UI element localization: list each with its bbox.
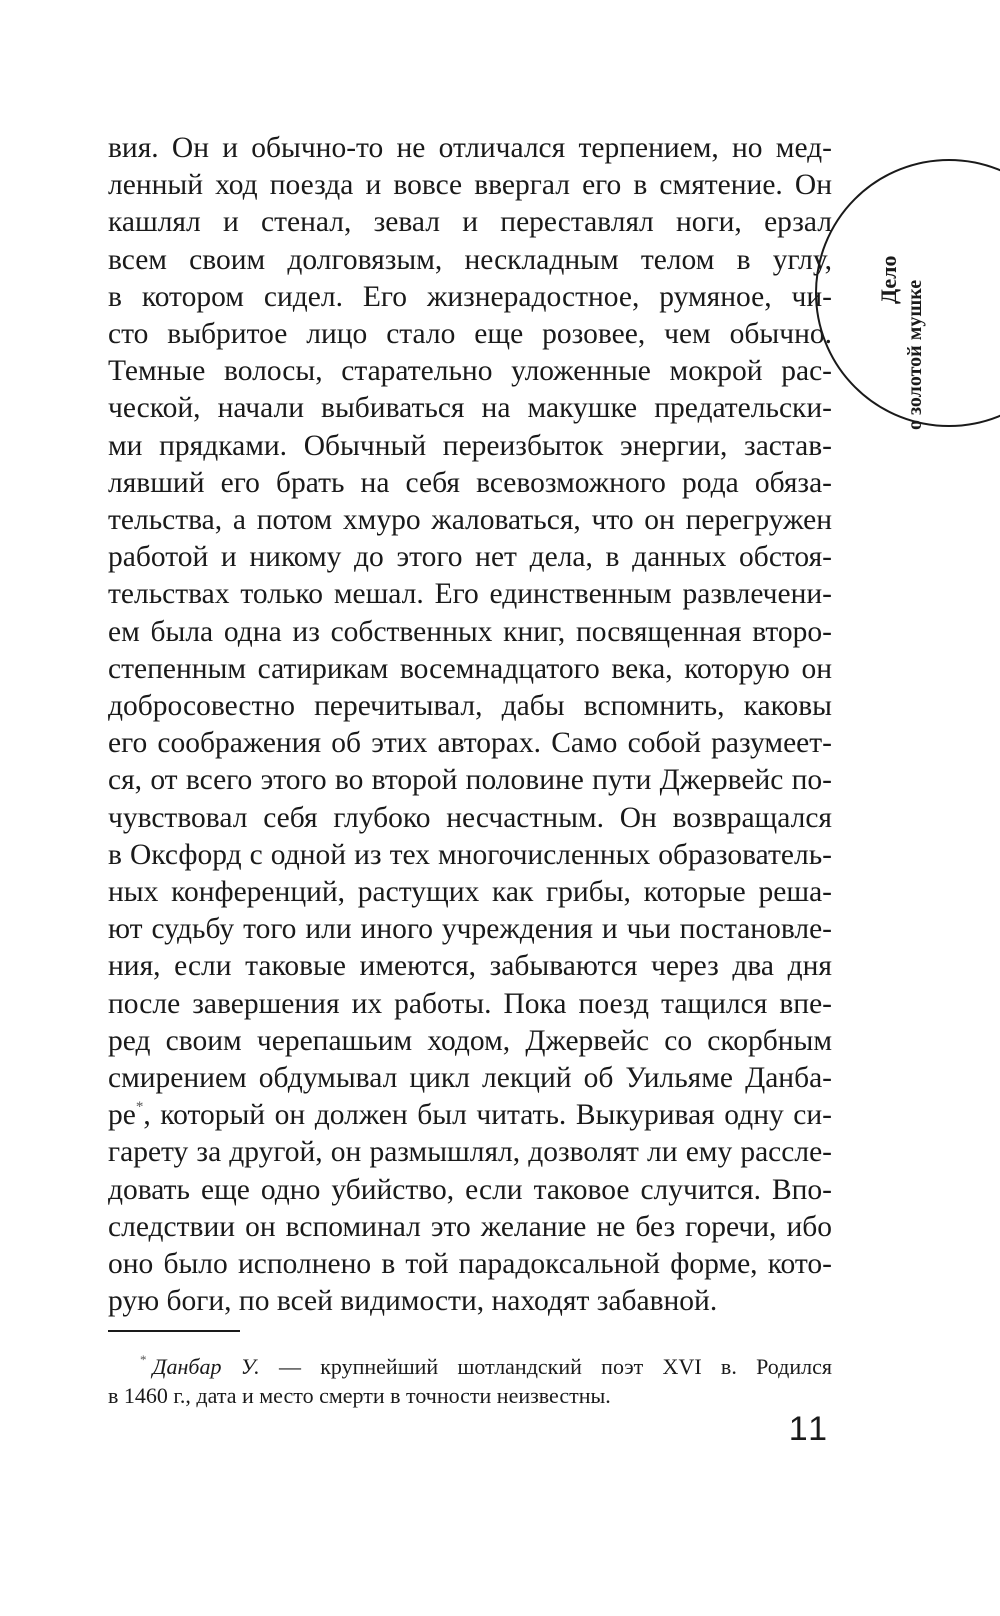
body-line: гарету за другой, он размышлял, дозволят ли ему рассле- <box>108 1136 832 1169</box>
body-line: тельства, а потом хмуро жаловаться, что он перегружен <box>108 504 832 537</box>
body-line: тельствах только мешал. Его единственным развлечени- <box>108 578 832 611</box>
footnote-line <box>108 1352 832 1381</box>
body-line: оно было исполнено в той парадоксальной форме, кото- <box>108 1248 832 1281</box>
body-line: Темные волосы, старательно уложенные мокрой рас- <box>108 355 832 388</box>
body-line: сто выбритое лицо стало еще розовее, чем обычно. <box>108 318 832 351</box>
body-line: работой и никому до этого нет дела, в данных обстоя- <box>108 541 832 574</box>
footnote-ref-mark: * <box>135 1099 144 1116</box>
body-line: в Оксфорд с одной из тех многочисленных образователь- <box>108 838 832 871</box>
body-line: чувствовал себя глубоко несчастным. Он возвращался <box>108 801 832 834</box>
body-line: ленный ход поезда и вовсе ввергал его в смятение. Он <box>108 169 832 202</box>
body-line: ческой, начали выбиваться на макушке предательски- <box>108 392 832 425</box>
running-header <box>875 200 931 430</box>
body-line: его соображения об этих авторах. Само собой разумеет- <box>108 727 832 760</box>
body-line: ют судьбу того или иного учреждения и чьи постановле- <box>108 913 832 946</box>
body-line: ем была одна из собственных книг, посвященная второ- <box>108 615 832 648</box>
footnote-name: Данбар У. <box>152 1354 260 1379</box>
footnote-text: — крупнейший шотландский поэт XVI в. Родился <box>259 1354 832 1379</box>
body-line: степенным сатирикам восемнадцатого века, которую он <box>108 652 832 685</box>
body-line: всем своим долговязым, нескладным телом в углу, <box>108 243 832 276</box>
body-line: следствии он вспоминал это желание не без горечи, ибо <box>108 1210 832 1243</box>
body-line: в котором сидел. Его жизнерадостное, румяное, чи- <box>108 280 832 313</box>
body-line: ми прядками. Обычный переизбыток энергии, застав- <box>108 429 832 462</box>
footnote-line: в 1460 г., дата и место смерти в точности неизвестны. <box>108 1383 611 1408</box>
body-line-part: , который он должен был читать. Выкуривая одну си- <box>143 1099 832 1132</box>
body-line: лявший его брать на себя всевозможного рода обяза- <box>108 466 832 499</box>
page-number: 11 <box>788 1410 830 1448</box>
footnote <box>108 1352 832 1410</box>
body-line: ния, если таковые имеются, забываются через два дня <box>108 950 832 983</box>
body-line: рую боги, по всей видимости, находят забавной. <box>108 1285 718 1318</box>
body-line: кашлял и стенал, зевал и переставлял ноги, ерзал <box>108 206 832 239</box>
body-line-with-footnote-ref <box>108 1097 832 1134</box>
body-line: ся, от всего этого во второй половине пути Джервейс по- <box>108 764 832 797</box>
body-line: добросовестно перечитывал, дабы вспомнить, каковы <box>108 690 832 723</box>
body-line: вия. Он и обычно-то не отличался терпением, но мед- <box>108 132 832 164</box>
body-line: ных конференций, растущих как грибы, которые реша- <box>108 876 832 909</box>
body-line: смирением обдумывал цикл лекций об Уильяме Данба- <box>108 1062 832 1095</box>
footnote-divider <box>108 1330 240 1332</box>
body-line: после завершения их работы. Пока поезд тащился впе- <box>108 987 832 1020</box>
body-text <box>108 130 832 1321</box>
body-line: ред своим черепашьим ходом, Джервейс со скорбным <box>108 1024 832 1057</box>
running-header-line-2: о золотой мушке <box>904 279 926 430</box>
body-line: довать еще одно убийство, если таковое случится. Впо- <box>108 1173 832 1206</box>
body-line-part: ре <box>108 1099 136 1132</box>
footnote-mark: * <box>140 1352 147 1367</box>
running-header-line-1: Дело <box>876 255 901 304</box>
